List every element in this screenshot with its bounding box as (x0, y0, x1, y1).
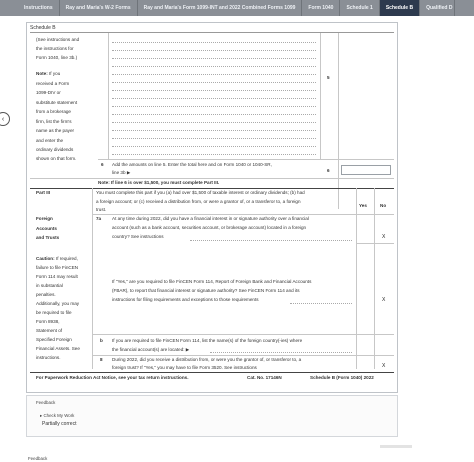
fincen-question-text: instructions for filing requirements and exceptions to those requirements (112, 297, 259, 302)
title-divider (30, 32, 394, 33)
question-7a-text: At any time during 2022, did you have a financial interest in or signature authority over a financial (112, 216, 309, 221)
question-7a-text: country? See instructions (112, 234, 164, 239)
tab-schedule-b[interactable]: Schedule B (380, 0, 420, 16)
caution-line: Form 114 may result (36, 274, 78, 279)
caution-line: Additionally, you may (36, 301, 80, 306)
feedback-status: Partially correct (42, 421, 77, 427)
line-6-text: Add the amounts on line 5. Enter the total here and on Form 1040 or 1040-SR, (112, 162, 272, 167)
column-divider (374, 188, 375, 369)
fincen-question-text: (FBAR), to report that financial interest or signature authority? See FinCEN Form 114 and its (112, 288, 300, 293)
leader-dots (190, 240, 352, 241)
column-divider (92, 188, 93, 369)
fincen-question-no-checkbox[interactable]: X (382, 297, 386, 303)
caution-block (36, 255, 78, 264)
payer-entry-line[interactable] (112, 130, 316, 131)
payer-entry-line[interactable] (112, 74, 316, 75)
foreign-accounts-label: Accounts (36, 226, 57, 231)
caution-line: Financial Assets. See (36, 346, 80, 351)
question-8-text: During 2022, did you receive a distribution from, or were you the grantor of, or transferor to, a (112, 357, 302, 362)
foreign-accounts-label: Foreign (36, 216, 53, 221)
note-line: firm, list the firm's (36, 119, 72, 124)
payer-entry-line[interactable] (112, 146, 316, 147)
chevron-right-icon: ▸ (40, 413, 43, 418)
line-6-text: line 3b ▶ (112, 170, 131, 175)
see-instructions-note-line-1: (See instructions and (36, 37, 80, 42)
caution-heading: Caution: (36, 256, 55, 261)
note-line: 1099-DIV or (36, 90, 61, 95)
caution-line: Statement of (36, 328, 63, 333)
tab-bar (0, 0, 474, 16)
caution-line: penalties. (36, 292, 56, 297)
form-footer-id: Schedule B (Form 1040) 2022 (310, 375, 374, 380)
line-6-amount-input[interactable] (341, 165, 391, 175)
row-divider (356, 243, 394, 244)
part-iii-label: Part III (36, 190, 51, 195)
line-6-number: 6 (101, 162, 104, 167)
payer-entry-line[interactable] (112, 82, 316, 83)
part-iii-text: a foreign account; or (c) received a distribution from, or were a grantor of, or a transferor to, a foreign (96, 199, 301, 204)
column-divider (356, 188, 357, 369)
note-line: name as the payer (36, 128, 75, 133)
line-6-box-number: 6 (327, 168, 330, 173)
question-7a-text: account (such as a bank account, securities account, or brokerage account) located in a foreign (112, 225, 307, 230)
footer-divider (30, 372, 394, 373)
payer-entry-line[interactable] (112, 58, 316, 59)
check-my-work-label: Check My Work (43, 413, 75, 418)
column-divider (108, 33, 109, 159)
fincen-question-text: If "Yes," are you required to file FinCEN Form 114, Report of Foreign Bank and Financial Accounts (112, 279, 312, 284)
note-line: substitute statement (36, 100, 78, 105)
caution-line: in substantial (36, 283, 63, 288)
note-line: shown on that form. (36, 156, 77, 161)
tab-instructions[interactable]: Instructions (18, 0, 60, 16)
question-8-number: 8 (100, 357, 103, 362)
horizontal-scrollbar[interactable] (380, 445, 412, 448)
payer-entry-line[interactable] (112, 122, 316, 123)
feedback-label: Feedback (36, 400, 56, 405)
yes-column-header: Yes (359, 203, 367, 208)
caution-line: instructions. (36, 355, 61, 360)
payer-entry-line[interactable] (112, 154, 316, 155)
feedback-panel (26, 395, 398, 437)
part-iii-text: You must complete this part if you (a) had over $1,500 of taxable interest or ordinary dividends; (b) had (96, 190, 305, 195)
note-line: received a Form (36, 81, 70, 86)
question-7b-text: If you are required to file FinCEN Form 114, list the name(s) of the foreign country(-ies) where (112, 338, 303, 343)
question-7b-text: the financial account(s) are located: ▶ (112, 347, 190, 352)
tab-schedule-1[interactable]: Schedule 1 (340, 0, 379, 16)
tab-1099-forms[interactable]: Ray and Maria's Form 1099-INT and 2022 Combined Forms 1099 (138, 0, 303, 16)
note-line: ordinary dividends (36, 147, 74, 152)
tab-form-1040[interactable]: Form 1040 (302, 0, 340, 16)
column-divider (338, 33, 339, 209)
form-title: Schedule B (30, 25, 56, 31)
payer-entry-line[interactable] (112, 114, 316, 115)
caution-line: If required, (55, 256, 78, 261)
note-heading: Note: (36, 71, 48, 76)
tab-w2-forms[interactable]: Ray and Maria's W-2 Forms (60, 0, 138, 16)
no-column-header: No (380, 203, 387, 208)
tab-qualified-d[interactable]: Qualified D (420, 0, 455, 16)
payer-entry-line[interactable] (112, 90, 316, 91)
note-line: from a brokerage (36, 109, 71, 114)
payer-entry-line[interactable] (112, 42, 316, 43)
caution-line: be required to file (36, 310, 72, 315)
row-divider (92, 334, 394, 335)
part-iii-text: trust. (96, 207, 107, 212)
see-instructions-note-line-3: Form 1040, line 3b.) (36, 55, 78, 60)
line-6-note: Note: If line 6 is over $1,500, you must complete Part III. (98, 180, 220, 185)
foreign-accounts-label: and Trusts (36, 235, 60, 240)
caution-line: Form 8938, (36, 319, 60, 324)
payer-entry-line[interactable] (112, 98, 316, 99)
payer-entry-line[interactable] (112, 138, 316, 139)
payer-entry-line[interactable] (112, 66, 316, 67)
question-7b-number: b (100, 338, 103, 343)
note-line: and enter the (36, 138, 64, 143)
bottom-feedback-label: Feedback (28, 456, 48, 461)
leader-dots (290, 303, 352, 304)
row-divider (98, 159, 394, 160)
paperwork-notice: For Paperwork Reduction Act Notice, see your tax return instructions. (36, 375, 189, 380)
see-instructions-note-line-2: the instructions for (36, 46, 74, 51)
caution-line: failure to file FinCEN (36, 265, 79, 270)
check-my-work-link[interactable] (40, 413, 74, 419)
catalog-number: Cat. No. 17146N (247, 375, 282, 380)
column-divider (320, 33, 321, 159)
question-7a-number: 7a (96, 216, 102, 221)
previous-arrow-icon[interactable]: ‹ (0, 112, 10, 126)
payer-entry-line[interactable] (112, 106, 316, 107)
note-block (36, 70, 60, 79)
question-7a-no-checkbox[interactable]: X (382, 234, 386, 240)
caution-line: Specified Foreign (36, 337, 72, 342)
payer-entry-line[interactable] (112, 50, 316, 51)
question-8-text: foreign trust? If "Yes," you may have to file Form 3520. See instructions (112, 365, 257, 370)
line-5-number: 5 (327, 75, 330, 80)
foreign-country-input[interactable] (210, 352, 352, 353)
note-line: If you (49, 71, 61, 76)
question-8-no-checkbox[interactable]: X (382, 363, 386, 369)
